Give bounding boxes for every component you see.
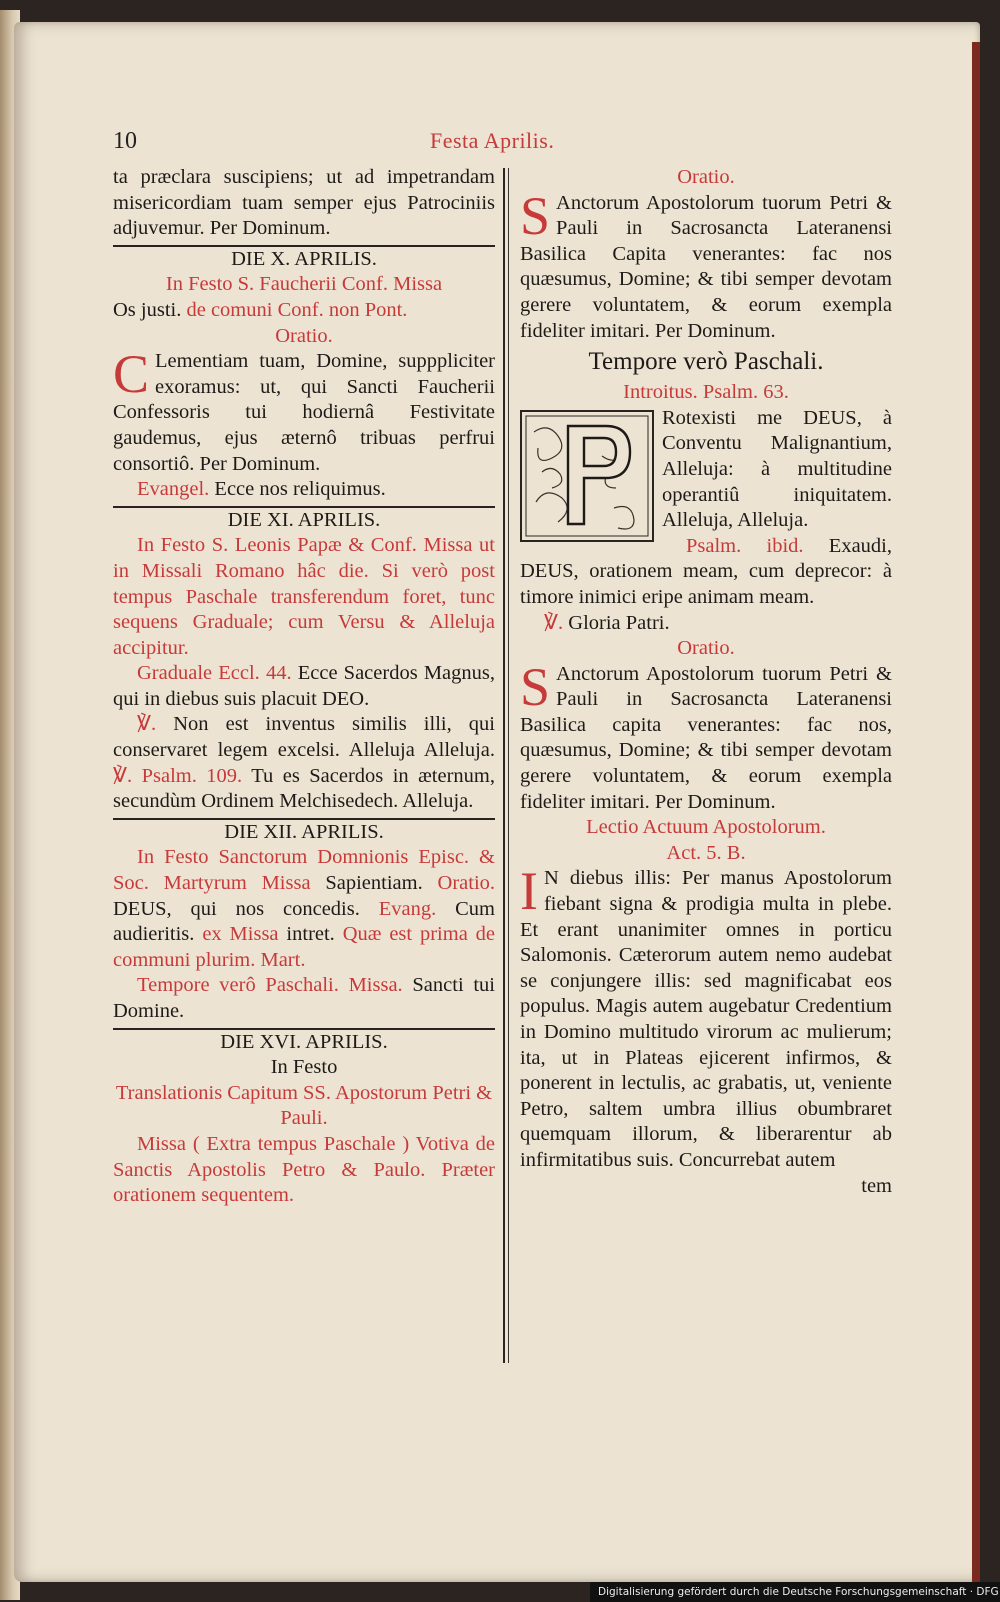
ornamental-initial-p-art bbox=[522, 412, 652, 540]
page-number: 10 bbox=[113, 128, 137, 154]
rubric-psalm-ibid: Psalm. ibid. bbox=[686, 534, 804, 557]
introitus-protexisti bbox=[520, 406, 892, 534]
rubric-psalm-109: ℣. Psalm. 109. bbox=[113, 764, 243, 787]
evang-cum-audieritis: Cum audieritis. bbox=[113, 897, 495, 946]
opening-paragraph: ta præclara suscipiens; ut ad impetrandam misericordiam tuam semper ejus Patrociniis adjuvemur. Per Dominum. bbox=[113, 166, 495, 240]
oratio-heading-a: Oratio. bbox=[677, 166, 735, 188]
oratio-clementiam-text: Lementiam tuam, Domine, supppliciter exoramus: ut, qui Sancti Faucherii Confessoris tui hodiernâ Festivitate gaudemus, ejus æternô tribuas perfrui consortiô. Per Dominum. bbox=[113, 350, 495, 475]
in-festo-line: In Festo bbox=[270, 1056, 338, 1079]
drop-capital-i: I bbox=[520, 861, 538, 922]
rubric-prima-de-communi: Quæ est prima de communi plurim. Mart. bbox=[113, 923, 496, 971]
oratio-heading: Oratio. bbox=[275, 324, 333, 347]
introit-sapientiam: Sapientiam. bbox=[325, 872, 423, 895]
tempore-paschali-heading: Tempore verò Paschali. bbox=[588, 348, 824, 376]
ornamental-initial-p bbox=[520, 410, 654, 542]
running-head: Festa Aprilis. bbox=[430, 128, 555, 153]
date-heading-xii: DIE XII. APRILIS. bbox=[224, 820, 384, 843]
psalm-109-text: Tu es Sacerdos in æternum, secundùm Ordinem Melchisedech. Alleluja. bbox=[113, 764, 495, 813]
lectio-heading: Lectio Actuum Apostolorum. bbox=[586, 816, 826, 839]
oratio-deus-qui-nos: DEUS, qui nos concedis. bbox=[113, 897, 360, 920]
introit-os-justi: Os justi. bbox=[113, 298, 182, 321]
evangel-incipit: Ecce nos reliquimus. bbox=[214, 478, 386, 501]
rubric-tempore-paschali: Tempore verô Paschali. Missa. bbox=[137, 974, 403, 997]
versicle-mark: ℣. bbox=[544, 611, 564, 634]
digitization-credit: Digitalisierung gefördert durch die Deutsche Forschungsgemeinschaft · DFG bbox=[590, 1582, 1000, 1602]
psalm-ibid-line bbox=[520, 534, 892, 611]
date-heading-xi: DIE XI. APRILIS. bbox=[227, 508, 381, 531]
lectio-text-block bbox=[520, 861, 892, 1173]
gloria-patri-text: Gloria Patri. bbox=[568, 611, 670, 634]
right-column bbox=[520, 165, 892, 1199]
oratio-sanctorum-a bbox=[520, 185, 892, 345]
drop-capital-c: C bbox=[113, 344, 150, 405]
introitus-protexisti-text: Rotexisti me DEUS, à Conventu Malignantium, Alleluja: à multitudine operantiû iniquitatem. Alleluja, Alleluja. bbox=[662, 406, 892, 532]
graduale-line bbox=[113, 661, 495, 712]
feast-faucherii-title: In Festo S. Faucherii Conf. Missa bbox=[165, 273, 443, 296]
rubric-graduale: Graduale Eccl. 44. bbox=[137, 662, 292, 685]
rubric-de-communi: de comuni Conf. non Pont. bbox=[186, 298, 408, 321]
evangel-line bbox=[113, 477, 495, 503]
left-column bbox=[113, 165, 495, 1209]
missa-sancti-tui: Sancti tui Domine. bbox=[113, 974, 496, 1022]
feast-faucherii-line bbox=[113, 298, 495, 324]
feast-domnionis bbox=[113, 845, 495, 973]
red-page-edge bbox=[972, 42, 980, 1582]
date-heading-x: DIE X. APRILIS. bbox=[231, 247, 377, 270]
drop-capital-s-second: S bbox=[520, 656, 551, 717]
rubric-evang: Evang. bbox=[378, 897, 437, 920]
rubric-ex-missa: ex Missa bbox=[202, 923, 279, 946]
feast-translationis-title: Translationis Capitum SS. Apostorum Petri & Pauli. bbox=[115, 1081, 493, 1130]
gloria-patri-line bbox=[520, 611, 892, 637]
column-divider-inner bbox=[508, 168, 509, 1363]
column-divider bbox=[503, 168, 505, 1363]
date-heading-xvi: DIE XVI. APRILIS. bbox=[220, 1030, 388, 1053]
missa-intret: intret. bbox=[286, 923, 335, 946]
oratio-sanctorum-b bbox=[520, 656, 892, 816]
psalm-ibid-text: Exaudi, DEUS, orationem meam, cum deprecor: à timore inimici eripe animam meam. bbox=[520, 534, 892, 608]
versicle-mark: ℣. bbox=[137, 713, 157, 736]
tempore-paschali-line bbox=[113, 973, 495, 1024]
oratio-sanctorum-a-text: Anctorum Apostolorum tuorum Petri & Pauli in Sacrosancta Lateranensi Basilica Capita venerantes: fac nos quæsumus, Domine; & tibi semper devotam gerere voluntatem, & eorum exempla fideliter imitari. Per Dominum. bbox=[520, 191, 892, 342]
drop-capital-s: S bbox=[520, 185, 551, 246]
feast-leonis-rubric: In Festo S. Leonis Papæ & Conf. Missa ut in Missali Romano hâc die. Si verò post tempus Paschale transferendum foret, tunc sequens Graduale; cum Versu & Alleluja accipitur. bbox=[113, 534, 495, 659]
graduale-text: Ecce Sacerdos Magnus, qui in diebus suis placuit DEO. bbox=[113, 662, 495, 710]
rubric-domnionis: In Festo Sanctorum Domnionis Episc. & Soc. Martyrum Missa bbox=[113, 846, 495, 895]
oratio-sanctorum-b-text: Anctorum Apostolorum tuorum Petri & Pauli in Sacrosancta Lateranensi Basilica capita venerantes: fac nos, quæsumus, Domine; & tibi semper devotam gerere voluntatem, & eorum exempla fideliter imitari. Per Dominum. bbox=[520, 662, 892, 813]
versus-line bbox=[113, 712, 495, 814]
catchword: tem bbox=[861, 1174, 892, 1197]
lectio-text: N diebus illis: Per manus Apostolorum fiebant signa & prodigia multa in plebe. Et erant unanimiter omnes in porticu Salomonis. Cæterorum autem nemo audebat se conjungere illis: sed magnificabat eos populus. Magis autem augebatur Credentium in Domino multitudo virorum ac mulierum; ita, ut in Plateas ejicerent infirmos, & ponerent in lectulis, ac grabatis, ut, veniente Petro, saltem umbra illius obumbraret quemquam illorum, & liberarentur ab infirmitatibus suis. Concurrebat autem bbox=[520, 867, 892, 1171]
versus-text: Non est inventus similis illi, qui conservaret legem excelsi. Alleluja Alleluja. bbox=[113, 713, 495, 762]
lectio-reference: Act. 5. B. bbox=[666, 841, 746, 864]
rubric-evangel: Evangel. bbox=[137, 478, 210, 501]
rubric-oratio: Oratio. bbox=[437, 872, 496, 895]
introitus-heading: Introitus. Psalm. 63. bbox=[623, 381, 789, 404]
oratio-heading-b: Oratio. bbox=[677, 637, 735, 660]
page-header bbox=[0, 128, 1000, 158]
missa-votiva-rubric: Missa ( Extra tempus Paschale ) Votiva de Sanctis Apostolis Petro & Paulo. Præter orationem sequentem. bbox=[113, 1132, 495, 1207]
oratio-clementiam bbox=[113, 344, 495, 477]
